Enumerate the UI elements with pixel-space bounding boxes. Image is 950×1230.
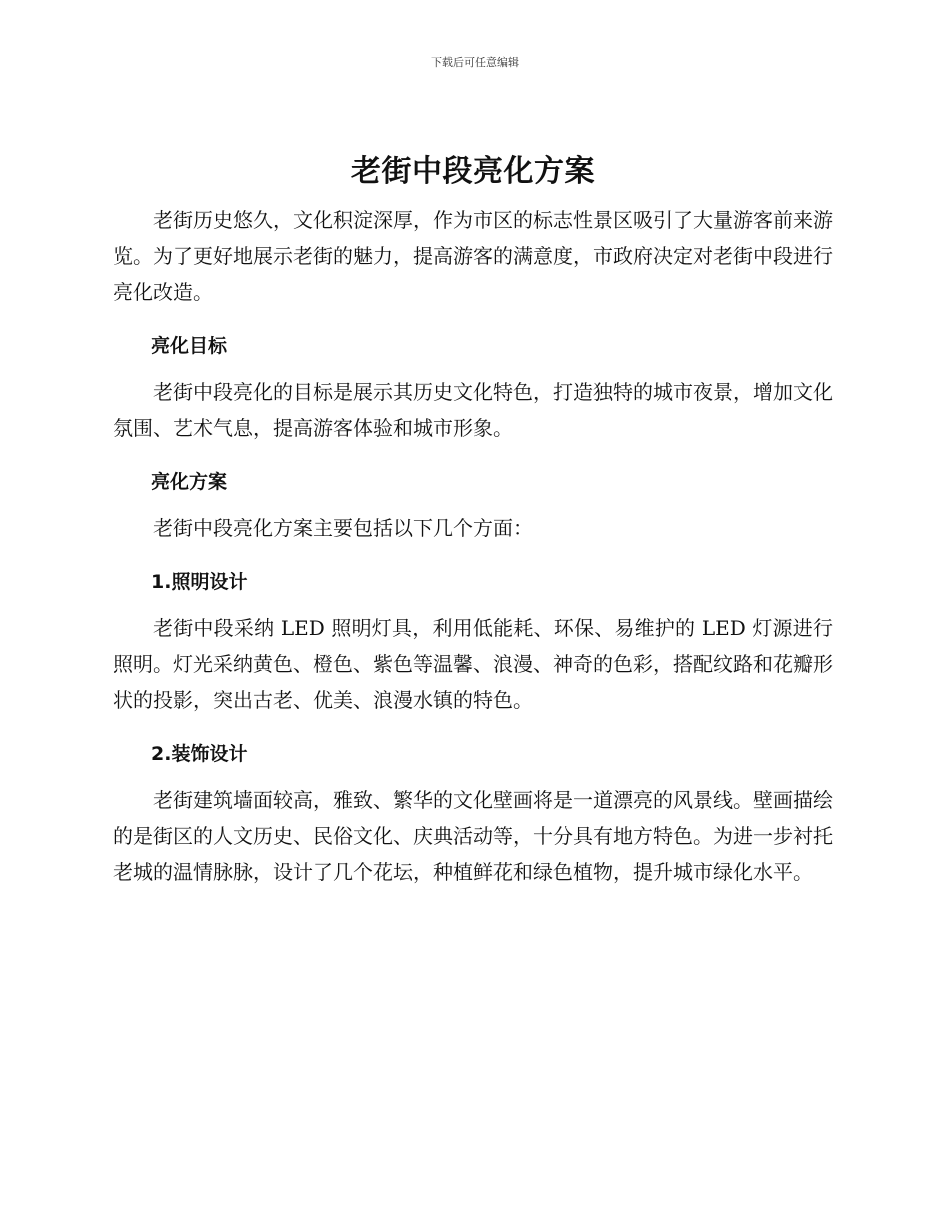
- section-text-goal: 老街中段亮化的目标是展示其历史文化特色，打造独特的城市夜景，增加文化氛围、艺术气息，提高游客体验和城市形象。: [113, 380, 833, 440]
- section-heading-goal: 亮化目标: [151, 335, 228, 357]
- section-text-decoration: 老街建筑墙面较高，雅致、繁华的文化壁画将是一道漂亮的风景线。壁画描绘的是街区的人文历史、民俗文化、庆典活动等，十分具有地方特色。为进一步衬托老城的温情脉脉，设计了几个花坛，种植鲜花和绿色植物，提升城市绿化水平。: [113, 788, 833, 884]
- section-text-lighting: 老街中段采纳 LED 照明灯具，利用低能耗、环保、易维护的 LED 灯源进行照明。灯光采纳黄色、橙色、紫色等温馨、浪漫、神奇的色彩，搭配纹路和花瓣形状的投影，突出古老、优美、浪漫水镇的特色。: [113, 616, 833, 712]
- section-text-plan: 老街中段亮化方案主要包括以下几个方面：: [153, 516, 533, 540]
- section-heading-plan: 亮化方案: [151, 471, 228, 493]
- document-title: 老街中段亮化方案: [351, 154, 595, 189]
- document-body: [113, 150, 833, 890]
- header-note: 下载后可任意编辑: [431, 56, 519, 69]
- intro-paragraph: 老街历史悠久，文化积淀深厚，作为市区的标志性景区吸引了大量游客前来游览。为了更好地展示老街的魅力，提高游客的满意度，市政府决定对老街中段进行亮化改造。: [113, 208, 833, 304]
- section-heading-decoration: 2.装饰设计: [151, 743, 248, 765]
- section-heading-lighting: 1.照明设计: [151, 571, 248, 593]
